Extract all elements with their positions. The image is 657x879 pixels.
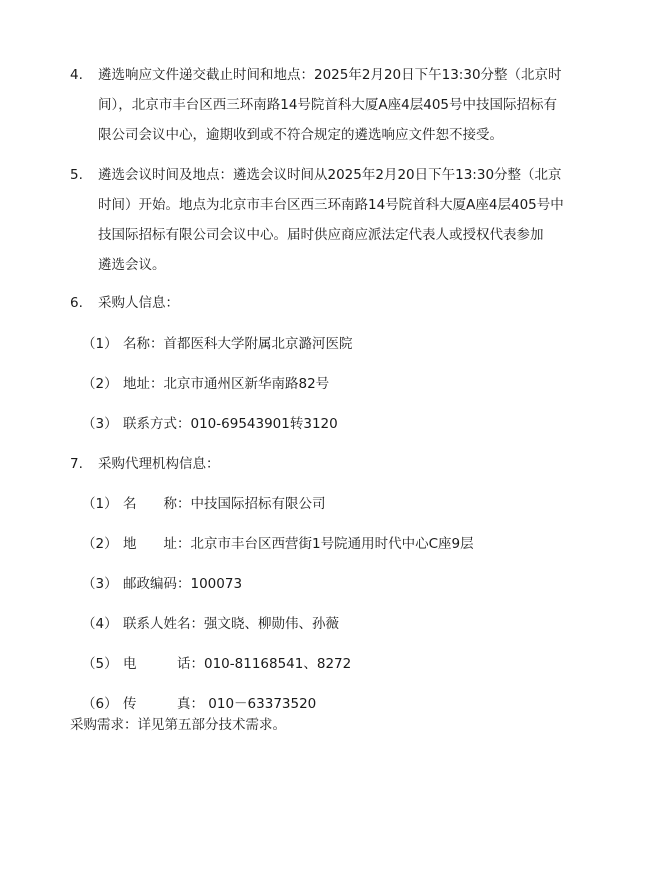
item-4-line-1: 遴选响应文件递交截止时间和地点：2025年2月20日下午13:30分整（北京时: [98, 67, 562, 83]
item-7-number: 7.: [70, 456, 83, 472]
item-6-sub-1-text: 名称：首都医科大学附属北京潞河医院: [123, 336, 353, 352]
item-4-line-2: 间），北京市丰台区西三环南路14号院首科大厦A座4层405号中技国际招标有: [98, 97, 558, 113]
item-7-sub-2-text: 地 址：北京市丰台区西营街1号院通用时代中心C座9层: [123, 536, 474, 552]
item-5-line-4: 遴选会议。: [98, 257, 166, 273]
item-4-line-3: 限公司会议中心，逾期收到或不符合规定的遴选响应文件恕不接受。: [98, 127, 503, 143]
item-6-number: 6.: [70, 295, 83, 311]
item-7-sub-2-number: （2）: [82, 536, 118, 552]
item-7-title: 采购代理机构信息：: [98, 456, 220, 472]
item-4-number: 4.: [70, 67, 83, 83]
item-6-sub-2-number: （2）: [82, 376, 118, 392]
item-7-sub-3-text: 邮政编码：100073: [123, 576, 243, 592]
item-7-sub-1-text: 名 称：中技国际招标有限公司: [123, 496, 326, 512]
item-7-sub-5-number: （5）: [82, 656, 118, 672]
item-5-line-1: 遴选会议时间及地点：遴选会议时间从2025年2月20日下午13:30分整（北京: [98, 167, 562, 183]
item-6-sub-3-number: （3）: [82, 416, 118, 432]
item-7-sub-5-text: 电 话：010-81168541、8272: [123, 656, 352, 672]
item-7-sub-6-number: （6）: [82, 696, 118, 712]
item-5-number: 5.: [70, 167, 83, 183]
item-6-sub-3-text: 联系方式：010-69543901转3120: [123, 416, 338, 432]
item-5-line-3: 技国际招标有限公司会议中心。届时供应商应派法定代表人或授权代表参加: [98, 227, 544, 243]
item-6-sub-2-text: 地址：北京市通州区新华南路82号: [123, 376, 330, 392]
item-7-sub-3-number: （3）: [82, 576, 118, 592]
item-7-sub-1-number: （1）: [82, 496, 118, 512]
procurement-requirement-line: 采购需求：详见第五部分技术需求。: [70, 717, 286, 733]
item-7-sub-6-text: 传 真： 010－63373520: [123, 696, 317, 712]
item-7-sub-4-text: 联系人姓名：强文晓、柳勋伟、孙薇: [123, 616, 339, 632]
item-7-sub-4-number: （4）: [82, 616, 118, 632]
item-6-sub-1-number: （1）: [82, 336, 118, 352]
item-6-title: 采购人信息：: [98, 295, 179, 311]
item-5-line-2: 时间）开始。地点为北京市丰台区西三环南路14号院首科大厦A座4层405号中: [98, 197, 564, 213]
